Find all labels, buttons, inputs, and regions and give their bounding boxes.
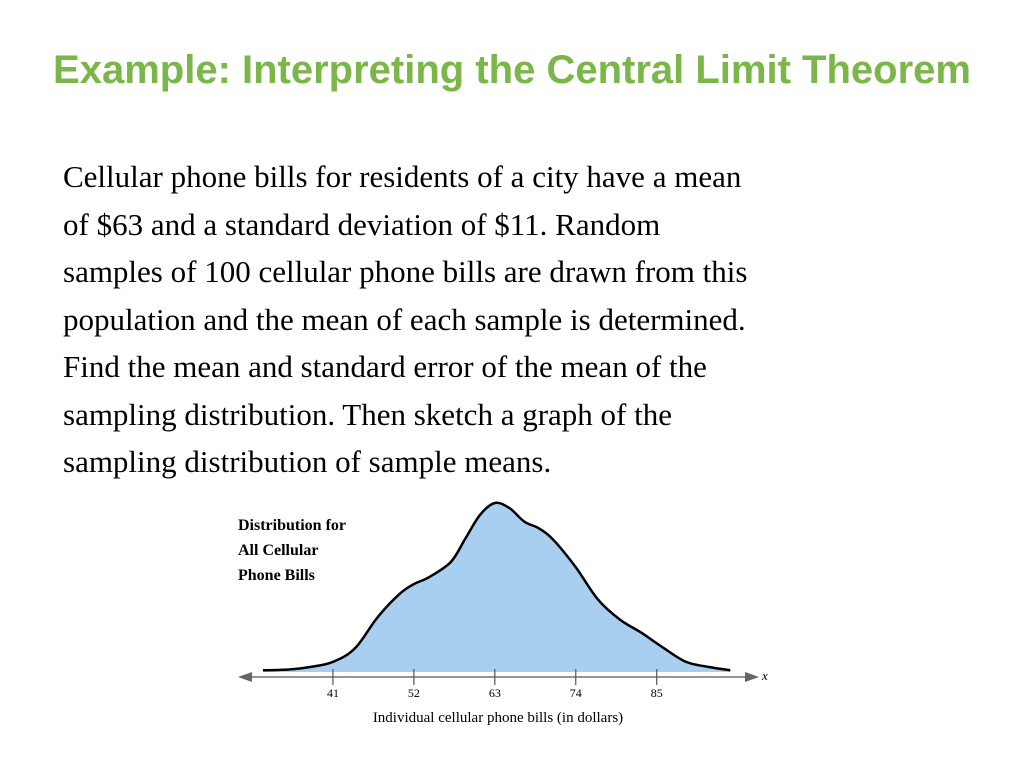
x-axis-right-arrow	[745, 672, 759, 682]
problem-line-6: sampling distribution. Then sketch a graph of the	[63, 396, 672, 432]
problem-line-7: sampling distribution of sample means.	[63, 444, 552, 479]
problem-line-1: Cellular phone bills for residents of a city have a mean	[63, 159, 742, 194]
problem-line-5: Find the mean and standard error of the mean of the	[63, 349, 707, 384]
chart-title-line-3: Phone Bills	[238, 567, 315, 584]
x-tick-label-41: 41	[326, 686, 339, 700]
problem-line-4: population and the mean of each sample is determined.	[63, 301, 746, 337]
x-tick-label-85: 85	[650, 686, 663, 700]
problem-line-2: of $63 and a standard deviation of $11. Random	[63, 206, 661, 242]
x-axis-label: Individual cellular phone bills (in dollars)	[372, 710, 624, 726]
x-axis-left-arrow	[238, 672, 252, 682]
chart-title-line-1: Distribution for	[238, 517, 346, 534]
x-axis-variable: x	[762, 668, 768, 683]
slide-title: Example: Interpreting the Central Limit Theorem	[53, 48, 971, 92]
x-tick-label-74: 74	[569, 686, 582, 700]
problem-line-3: samples of 100 cellular phone bills are drawn from this	[63, 254, 748, 289]
chart-title-line-2: All Cellular	[238, 542, 319, 559]
x-tick-label-52: 52	[407, 686, 420, 700]
x-tick-label-63: 63	[488, 686, 501, 700]
